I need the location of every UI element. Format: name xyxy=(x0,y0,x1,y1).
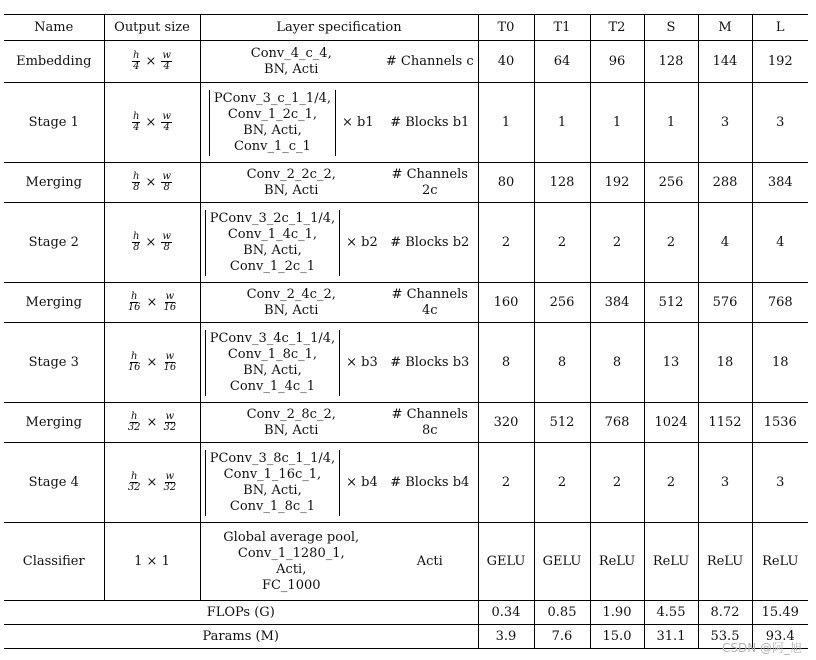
spec-line: FC_1000 xyxy=(261,577,321,593)
value-t0: 8 xyxy=(478,323,534,403)
value-l: 15.49 xyxy=(752,601,808,625)
fraction xyxy=(162,472,177,493)
header-col-s: S xyxy=(644,15,698,41)
fraction-denominator: 16 xyxy=(127,302,141,313)
value-t2: 1.90 xyxy=(590,601,644,625)
table-row xyxy=(4,443,808,523)
bracket-matrix xyxy=(205,450,340,516)
fraction-denominator: 16 xyxy=(163,362,177,373)
row-name: Classifier xyxy=(4,523,104,601)
row-name: Merging xyxy=(4,163,104,203)
fraction-denominator: 32 xyxy=(163,482,177,493)
output-size-cell xyxy=(104,403,200,443)
value-t0: 320 xyxy=(478,403,534,443)
value-s: 1 xyxy=(644,83,698,163)
value-t1: GELU xyxy=(534,523,590,601)
value-s: ReLU xyxy=(644,523,698,601)
value-t2: 96 xyxy=(590,41,644,83)
spec-line: BN, Acti xyxy=(264,422,319,438)
fraction-numerator: h xyxy=(130,351,138,362)
output-size-cell xyxy=(104,41,200,83)
param-cell: # Blocks b1 xyxy=(382,83,478,163)
spec-line: Conv_2_4c_2, xyxy=(246,286,336,302)
value-t1: 2 xyxy=(534,203,590,283)
value-t0: 0.34 xyxy=(478,601,534,625)
fraction xyxy=(162,292,177,313)
value-m: 288 xyxy=(698,163,752,203)
fraction xyxy=(132,232,140,253)
value-m: 1152 xyxy=(698,403,752,443)
value-t2: 15.0 xyxy=(590,625,644,649)
fraction-numerator: w xyxy=(162,171,171,182)
value-t1: 64 xyxy=(534,41,590,83)
value-s: 13 xyxy=(644,323,698,403)
params-label: Params (M) xyxy=(4,625,478,649)
architecture-table xyxy=(4,14,808,649)
value-l: 768 xyxy=(752,283,808,323)
times-sign: × xyxy=(146,475,158,490)
block-multiplier: × b1 xyxy=(342,114,374,130)
value-l: 93.4 xyxy=(752,625,808,649)
value-m: 3 xyxy=(698,83,752,163)
spec-line: PConv_3_2c_1_1/4, xyxy=(209,210,336,226)
header-col-l: L xyxy=(752,15,808,41)
output-size-cell xyxy=(104,163,200,203)
value-t0: 2 xyxy=(478,203,534,283)
value-m: 53.5 xyxy=(698,625,752,649)
table-row xyxy=(4,283,808,323)
fraction-numerator: h xyxy=(133,171,140,182)
value-l: 384 xyxy=(752,163,808,203)
layer-spec-cell xyxy=(200,443,382,523)
value-l: 18 xyxy=(752,323,808,403)
value-t1: 8 xyxy=(534,323,590,403)
value-m: 4 xyxy=(698,203,752,283)
bracket-matrix xyxy=(205,330,340,396)
fraction-denominator: 4 xyxy=(133,61,140,72)
times-sign: × xyxy=(146,415,158,430)
value-s: 1024 xyxy=(644,403,698,443)
value-t2: 384 xyxy=(590,283,644,323)
fraction-denominator: 4 xyxy=(133,122,140,133)
value-t2: 8 xyxy=(590,323,644,403)
fraction xyxy=(161,172,172,193)
header-col-t0: T0 xyxy=(478,15,534,41)
fraction xyxy=(132,172,140,193)
table-row xyxy=(4,203,808,283)
layer-spec-cell xyxy=(200,523,382,601)
value-s: 128 xyxy=(644,41,698,83)
block-spec xyxy=(209,88,374,158)
spec-text xyxy=(201,407,383,439)
spec-text xyxy=(201,46,383,78)
value-s: 2 xyxy=(644,443,698,523)
block-multiplier: × b4 xyxy=(346,474,378,490)
times-sign: × xyxy=(146,295,158,310)
fraction-numerator: w xyxy=(165,471,175,482)
spec-line: Conv_1_1280_1, xyxy=(237,545,345,561)
output-size-cell xyxy=(104,83,200,163)
fraction-numerator: h xyxy=(133,231,140,242)
value-t0: GELU xyxy=(478,523,534,601)
param-cell: # Blocks b2 xyxy=(382,203,478,283)
header-layer-spec: Layer specification xyxy=(200,15,478,41)
spec-line: Acti, xyxy=(276,561,307,577)
spec-line: Conv_2_8c_2, xyxy=(246,406,336,422)
value-m: ReLU xyxy=(698,523,752,601)
bracket-matrix xyxy=(209,90,336,156)
row-name: Embedding xyxy=(4,41,104,83)
layer-spec-cell xyxy=(200,41,382,83)
param-cell: # Channels 4c xyxy=(382,283,478,323)
row-name: Merging xyxy=(4,403,104,443)
spec-line: Conv_1_2c_1 xyxy=(229,258,315,274)
header-output-size: Output size xyxy=(104,15,200,41)
value-t2: 2 xyxy=(590,443,644,523)
value-s: 512 xyxy=(644,283,698,323)
fraction-denominator: 4 xyxy=(163,122,170,133)
table-row xyxy=(4,323,808,403)
value-t2: 768 xyxy=(590,403,644,443)
spec-line: BN, Acti, xyxy=(243,242,302,258)
param-cell: Acti xyxy=(382,523,478,601)
fraction xyxy=(127,472,142,493)
fraction-denominator: 16 xyxy=(127,362,141,373)
value-t0: 2 xyxy=(478,443,534,523)
table-row xyxy=(4,403,808,443)
value-m: 3 xyxy=(698,443,752,523)
value-t0: 80 xyxy=(478,163,534,203)
value-l: 1536 xyxy=(752,403,808,443)
fraction xyxy=(161,232,172,253)
fraction-denominator: 16 xyxy=(163,302,177,313)
spec-line: Global average pool, xyxy=(223,529,360,545)
spec-line: Conv_1_4c_1, xyxy=(227,226,318,242)
spec-line: PConv_3_8c_1_1/4, xyxy=(209,450,336,466)
fraction xyxy=(127,292,142,313)
header-col-t1: T1 xyxy=(534,15,590,41)
value-s: 4.55 xyxy=(644,601,698,625)
layer-spec-cell xyxy=(200,163,382,203)
fraction xyxy=(161,112,172,133)
row-name: Stage 3 xyxy=(4,323,104,403)
value-t0: 160 xyxy=(478,283,534,323)
fraction-numerator: h xyxy=(133,111,140,122)
spec-line: Conv_1_2c_1, xyxy=(227,106,318,122)
block-multiplier: × b2 xyxy=(346,234,378,250)
param-cell: # Channels 2c xyxy=(382,163,478,203)
classifier-row xyxy=(4,523,808,601)
value-t1: 2 xyxy=(534,443,590,523)
output-size-cell xyxy=(104,323,200,403)
layer-spec-cell xyxy=(200,403,382,443)
fraction-numerator: w xyxy=(165,351,175,362)
param-cell: # Blocks b4 xyxy=(382,443,478,523)
value-t1: 128 xyxy=(534,163,590,203)
fraction-numerator: w xyxy=(165,411,175,422)
fraction-numerator: h xyxy=(130,411,138,422)
value-m: 144 xyxy=(698,41,752,83)
block-spec xyxy=(205,328,378,398)
spec-line: Conv_1_8c_1 xyxy=(229,498,315,514)
value-t1: 256 xyxy=(534,283,590,323)
value-t1: 512 xyxy=(534,403,590,443)
value-s: 2 xyxy=(644,203,698,283)
value-t0: 40 xyxy=(478,41,534,83)
fraction-denominator: 4 xyxy=(163,61,170,72)
layer-spec-cell xyxy=(200,323,382,403)
bracket-matrix xyxy=(205,210,340,276)
value-m: 18 xyxy=(698,323,752,403)
spec-line: Conv_2_2c_2, xyxy=(246,166,336,182)
times-sign: × xyxy=(145,175,157,190)
row-name: Merging xyxy=(4,283,104,323)
value-l: 3 xyxy=(752,443,808,523)
fraction-denominator: 32 xyxy=(127,482,141,493)
spec-text xyxy=(201,287,383,319)
value-s: 31.1 xyxy=(644,625,698,649)
fraction-denominator: 32 xyxy=(163,422,177,433)
param-cell: # Channels c xyxy=(382,41,478,83)
value-l: 3 xyxy=(752,83,808,163)
value-t1: 0.85 xyxy=(534,601,590,625)
value-s: 256 xyxy=(644,163,698,203)
spec-line: Conv_4_c_4, xyxy=(250,45,332,61)
value-l: ReLU xyxy=(752,523,808,601)
block-spec xyxy=(205,208,378,278)
value-m: 8.72 xyxy=(698,601,752,625)
param-cell: # Channels 8c xyxy=(382,403,478,443)
fraction-denominator: 32 xyxy=(127,422,141,433)
times-sign: × xyxy=(145,235,157,250)
fraction xyxy=(162,412,177,433)
times-sign: × xyxy=(145,115,157,130)
spec-line: BN, Acti, xyxy=(243,362,302,378)
output-size-cell xyxy=(104,203,200,283)
times-sign: × xyxy=(146,355,158,370)
fraction xyxy=(132,112,140,133)
value-t2: 2 xyxy=(590,203,644,283)
fraction-denominator: 8 xyxy=(133,182,140,193)
spec-line: Conv_1_8c_1, xyxy=(227,346,318,362)
flops-row xyxy=(4,601,808,625)
table-row xyxy=(4,163,808,203)
value-t2: ReLU xyxy=(590,523,644,601)
value-l: 4 xyxy=(752,203,808,283)
spec-line: PConv_3_c_1_1/4, xyxy=(213,90,331,106)
fraction-numerator: w xyxy=(162,50,171,61)
value-t1: 7.6 xyxy=(534,625,590,649)
output-size-cell: 1 × 1 xyxy=(104,523,200,601)
value-l: 192 xyxy=(752,41,808,83)
table-row xyxy=(4,83,808,163)
spec-line: PConv_3_4c_1_1/4, xyxy=(209,330,336,346)
fraction xyxy=(127,412,142,433)
fraction xyxy=(161,51,172,72)
spec-line: BN, Acti xyxy=(264,61,319,77)
block-multiplier: × b3 xyxy=(346,354,378,370)
layer-spec-cell xyxy=(200,203,382,283)
output-size-cell xyxy=(104,283,200,323)
value-t0: 1 xyxy=(478,83,534,163)
spec-line: BN, Acti xyxy=(264,302,319,318)
fraction-denominator: 8 xyxy=(163,182,170,193)
spec-line: BN, Acti, xyxy=(243,122,302,138)
spec-line: Conv_1_4c_1 xyxy=(229,378,315,394)
table-row xyxy=(4,41,808,83)
fraction xyxy=(162,352,177,373)
value-t2: 1 xyxy=(590,83,644,163)
value-t1: 1 xyxy=(534,83,590,163)
block-spec xyxy=(205,448,378,518)
fraction xyxy=(127,352,142,373)
layer-spec-cell xyxy=(200,283,382,323)
fraction-denominator: 8 xyxy=(163,242,170,253)
header-row xyxy=(4,15,808,41)
spec-text xyxy=(201,167,383,199)
fraction-denominator: 8 xyxy=(133,242,140,253)
value-t0: 3.9 xyxy=(478,625,534,649)
row-name: Stage 2 xyxy=(4,203,104,283)
spec-line: Conv_1_c_1 xyxy=(234,138,311,154)
spec-line: BN, Acti xyxy=(264,182,319,198)
fraction-numerator: h xyxy=(130,291,138,302)
fraction-numerator: h xyxy=(130,471,138,482)
spec-line: BN, Acti, xyxy=(243,482,302,498)
header-col-m: M xyxy=(698,15,752,41)
header-name: Name xyxy=(4,15,104,41)
spec-line: Conv_1_16c_1, xyxy=(223,466,322,482)
row-name: Stage 1 xyxy=(4,83,104,163)
fraction-numerator: w xyxy=(162,231,171,242)
header-col-t2: T2 xyxy=(590,15,644,41)
fraction-numerator: h xyxy=(133,50,140,61)
row-name: Stage 4 xyxy=(4,443,104,523)
layer-spec-cell xyxy=(200,83,382,163)
flops-label: FLOPs (G) xyxy=(4,601,478,625)
param-cell: # Blocks b3 xyxy=(382,323,478,403)
times-sign: × xyxy=(145,54,157,69)
value-m: 576 xyxy=(698,283,752,323)
watermark: CSDN @阿_旭 xyxy=(721,641,802,655)
params-row xyxy=(4,625,808,649)
fraction xyxy=(132,51,140,72)
fraction-numerator: w xyxy=(162,111,171,122)
fraction-numerator: w xyxy=(165,291,175,302)
value-t2: 192 xyxy=(590,163,644,203)
output-size-cell xyxy=(104,443,200,523)
